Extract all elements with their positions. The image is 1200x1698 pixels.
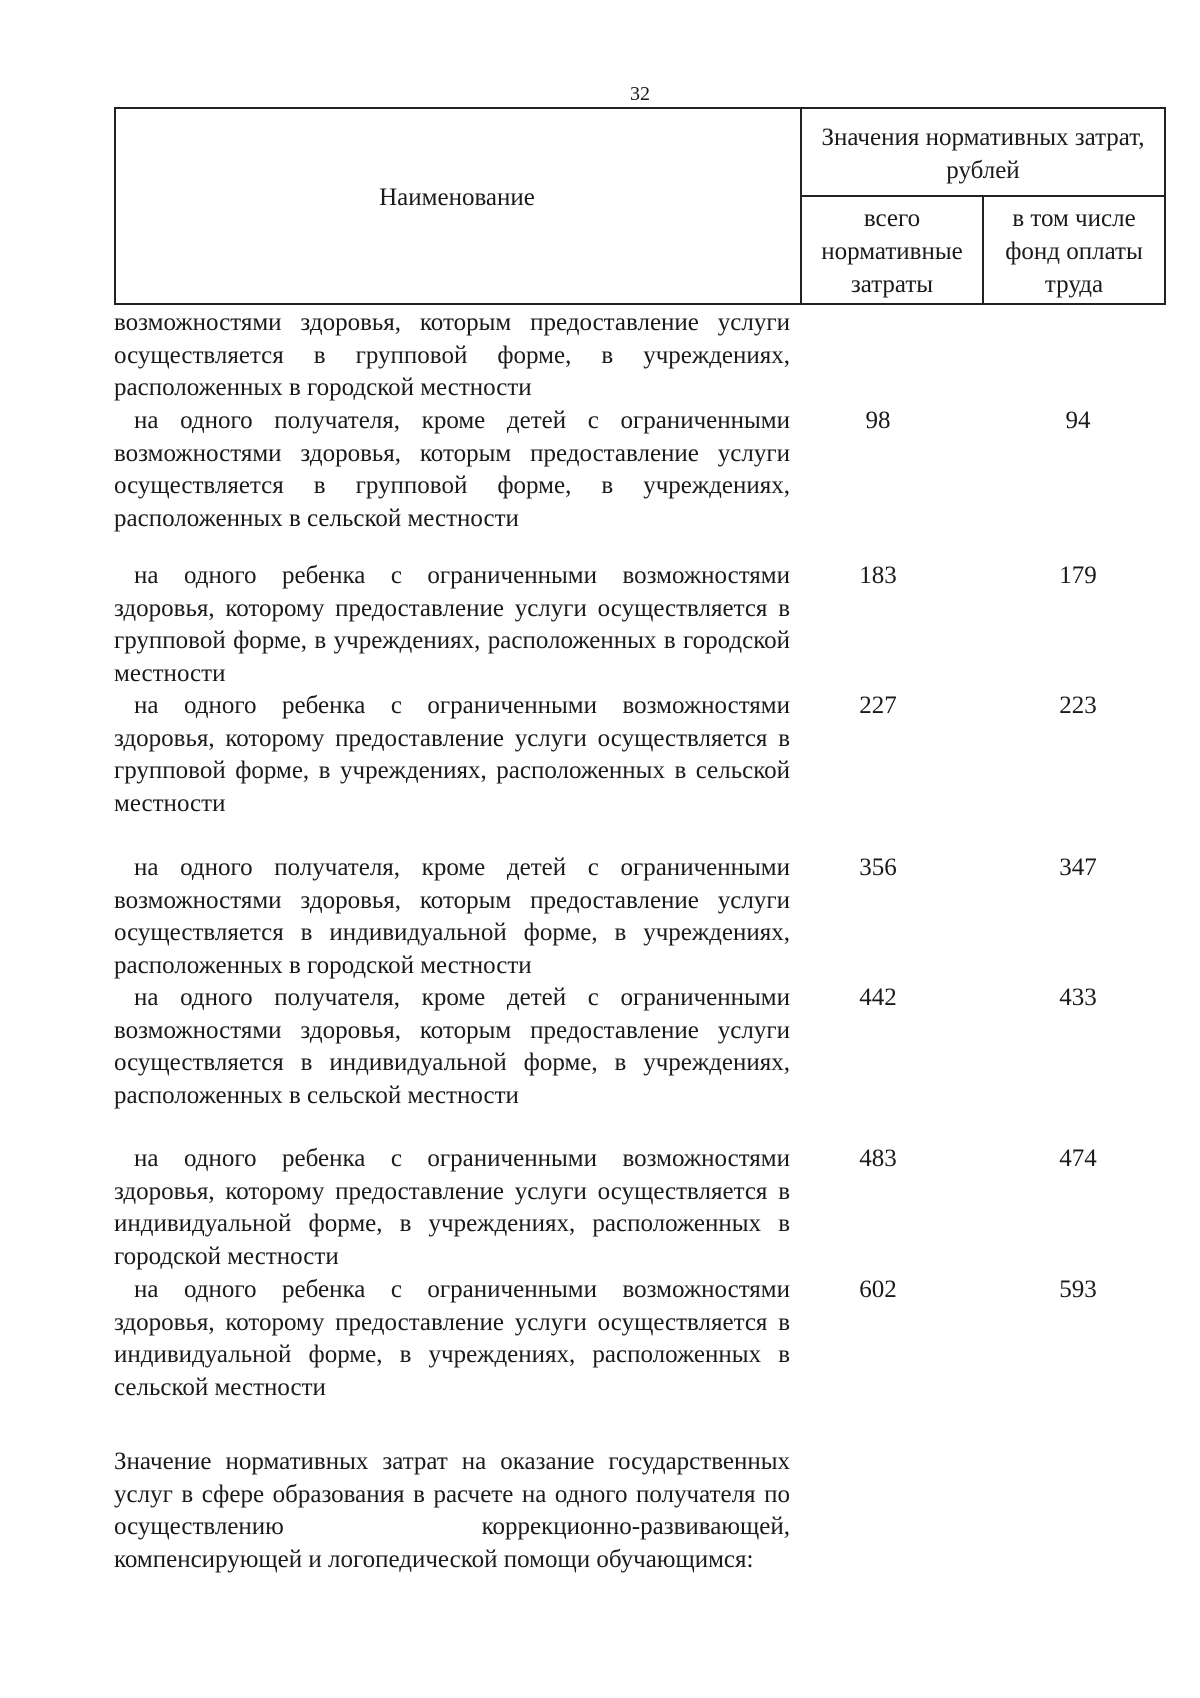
row-wage-value: 223: [1059, 692, 1097, 719]
row-name: на одного ребенка с ограниченными возможностями здоровья, которому предоставление услуги осуществляется в групповой форме, в учреждениях, расположенных в сельской местности: [114, 692, 790, 817]
row-name: на одного ребенка с ограниченными возможностями здоровья, которому предоставление услуги осуществляется в групповой форме, в учреждениях, расположенных в городской местности: [114, 562, 790, 687]
row-total-value: 442: [859, 984, 897, 1011]
row-total-value: 356: [859, 854, 897, 881]
header-total-cell: всего нормативные затраты: [821, 204, 963, 298]
row-total-value: 183: [859, 562, 897, 589]
table-header: [114, 107, 1166, 305]
row-total-value: 227: [859, 692, 897, 719]
footer-paragraph: Значение нормативных затрат на оказание государственных услуг в сфере образования в расчете на одного получателя по осуществлению коррекционно-развивающей, компенсирующей и логопедической помощи обучающимся:: [114, 1448, 790, 1573]
row-name: на одного ребенка с ограниченными возможностями здоровья, которому предоставление услуги осуществляется в индивидуальной форме, в учреждениях, расположенных в сельской местности: [114, 1276, 790, 1401]
row-wage-value: 433: [1059, 984, 1097, 1011]
row-wage-value: 347: [1059, 854, 1097, 881]
row-wage-value: 179: [1059, 562, 1097, 589]
page-number: 32: [630, 83, 650, 105]
row-name: на одного получателя, кроме детей с ограниченными возможностями здоровья, которым предоставление услуги осуществляется в индивидуальной форме, в учреждениях, расположенных в городской местности: [114, 854, 790, 979]
header-group-cell: Значения нормативных затрат, рублей: [821, 124, 1145, 184]
header-name-cell: Наименование: [379, 183, 535, 211]
row-name: на одного получателя, кроме детей с ограниченными возможностями здоровья, которым предоставление услуги осуществляется в групповой форме, в учреждениях, расположенных в сельской местности: [114, 407, 790, 532]
row-wage-value: 94: [1065, 407, 1091, 434]
row-total-value: 483: [859, 1145, 897, 1172]
row-total-value: 602: [859, 1276, 897, 1303]
row-name: на одного ребенка с ограниченными возможностями здоровья, которому предоставление услуги осуществляется в индивидуальной форме, в учреждениях, расположенных в городской местности: [114, 1145, 790, 1270]
row-wage-value: 474: [1059, 1145, 1097, 1172]
row-name: на одного получателя, кроме детей с ограниченными возможностями здоровья, которым предоставление услуги осуществляется в индивидуальной форме, в учреждениях, расположенных в сельской местности: [114, 984, 790, 1109]
row-wage-value: 593: [1059, 1276, 1097, 1303]
row-total-value: 98: [865, 407, 891, 434]
header-wage-cell: в том числе фонд оплаты труда: [1005, 204, 1143, 298]
row-name: возможностями здоровья, которым предоставление услуги осуществляется в групповой форме, в учреждениях, расположенных в городской местности: [114, 309, 790, 402]
